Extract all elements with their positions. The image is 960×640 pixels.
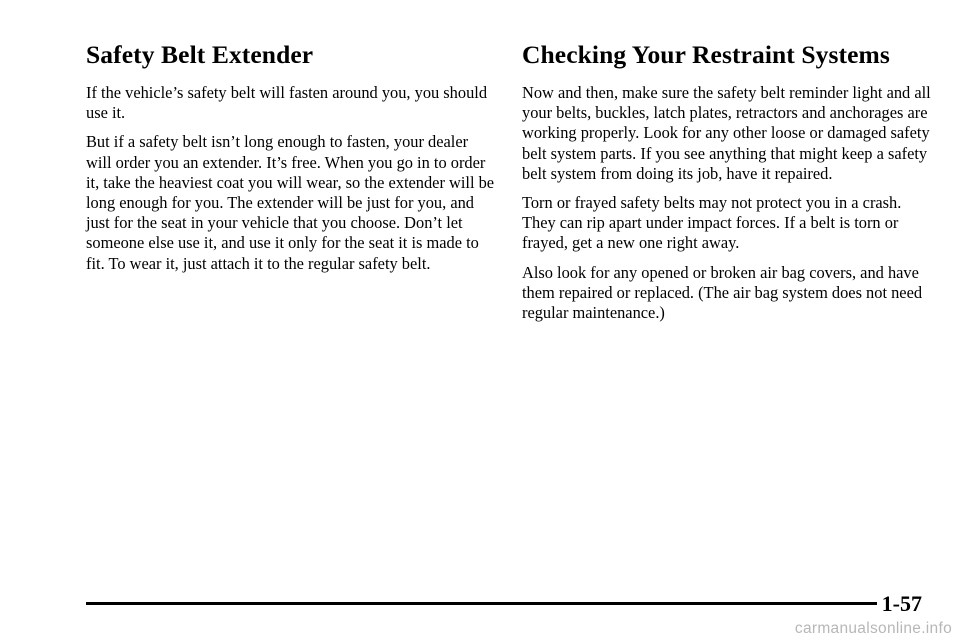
safety-belt-extender-heading: Safety Belt Extender — [86, 40, 314, 69]
restraint-paragraph-3: Also look for any opened or broken air bag covers, and have them repaired or replaced. (The air bag system does not need regular maintenance.) — [522, 262, 923, 323]
restraint-paragraph-1: Now and then, make sure the safety belt reminder light and all your belts, buckles, latch plates, retractors and anchorages are working properly. Look for any other loose or damaged safety belt system parts. If you see anything that might keep a safety belt system from doing its job, have it repaired. — [522, 83, 931, 183]
extender-paragraph-2: But if a safety belt isn’t long enough to fasten, your dealer will order you an extender. It’s free. When you go in to order it, take the heaviest coat you will wear, so the extender will be long enough for you. The extender will be just for you, and just for the seat in your vehicle that you choose. Don’t let someone else use it, and use it only for the seat it is made to fit. To wear it, just attach it to the regular safety belt. — [86, 132, 495, 273]
page-number: 1-57 — [881, 591, 922, 616]
watermark: carmanualsonline.info — [794, 620, 952, 637]
left-column — [86, 38, 496, 283]
right-column — [522, 38, 932, 332]
footer-rule — [86, 602, 877, 605]
checking-restraint-systems-heading: Checking Your Restraint Systems — [522, 40, 890, 69]
restraint-paragraph-2: Torn or frayed safety belts may not protect you in a crash. They can rip apart under impact forces. If a belt is torn or frayed, get a new one right away. — [522, 193, 902, 253]
extender-paragraph-1: If the vehicle’s safety belt will fasten around you, you should use it. — [86, 83, 488, 123]
